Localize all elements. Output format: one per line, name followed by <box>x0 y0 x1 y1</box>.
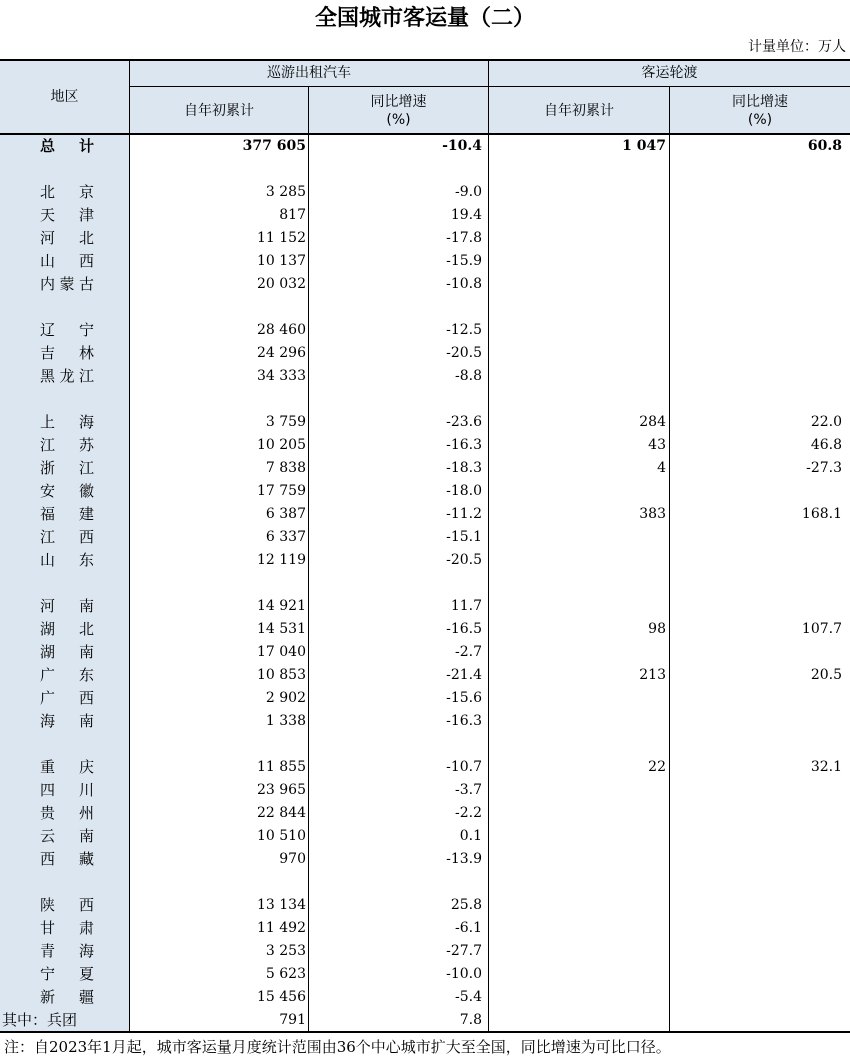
taxi-yoy-value: -21.4 <box>446 667 482 683</box>
table-row <box>0 940 850 963</box>
column-divider <box>669 87 670 1033</box>
taxi-cumulative-value: 23 965 <box>257 782 306 798</box>
ferry-cumulative-value <box>489 227 666 250</box>
region-name: 黑龙江 <box>40 367 94 385</box>
region-name: 新 疆 <box>40 988 94 1006</box>
table-row <box>0 595 850 618</box>
region-name: 西 藏 <box>40 850 94 868</box>
header-taxi-cumulative: 自年初累计 <box>184 102 254 119</box>
ferry-cumulative-value <box>489 273 666 296</box>
table-row <box>0 526 850 549</box>
table-row <box>0 986 850 1009</box>
ferry-cumulative-value <box>489 641 666 664</box>
taxi-yoy-value: -10.7 <box>446 759 482 775</box>
taxi-cumulative-value: 817 <box>279 207 306 223</box>
taxi-cumulative-value: 6 337 <box>265 529 306 545</box>
ferry-yoy-value: 60.8 <box>807 138 842 154</box>
ferry-yoy-value: 22.0 <box>810 414 842 430</box>
ferry-yoy-value <box>670 526 842 549</box>
table-row <box>0 848 850 871</box>
taxi-yoy-value: -11.2 <box>446 506 482 522</box>
taxi-cumulative-value: 17 759 <box>257 483 306 499</box>
column-divider <box>308 87 309 1033</box>
taxi-cumulative-value: 13 134 <box>257 897 306 913</box>
ferry-yoy-value <box>670 825 842 848</box>
taxi-cumulative-value: 791 <box>279 1012 306 1028</box>
header-taxi-yoy: 同比增速 (%) <box>370 93 427 128</box>
taxi-yoy-value: -12.5 <box>446 322 482 338</box>
column-divider <box>488 59 489 1033</box>
taxi-yoy-value: -15.9 <box>446 253 482 269</box>
taxi-yoy-value: -2.2 <box>455 805 482 821</box>
data-table <box>0 59 850 1033</box>
ferry-yoy-value <box>670 940 842 963</box>
taxi-cumulative-value: 970 <box>279 851 306 867</box>
ferry-yoy-value <box>670 963 842 986</box>
ferry-yoy-value <box>670 549 842 572</box>
taxi-yoy-value: -9.0 <box>455 184 482 200</box>
ferry-cumulative-value <box>489 802 666 825</box>
header-ferry-group: 客运轮渡 <box>641 64 698 81</box>
header-ferry-yoy: 同比增速 (%) <box>732 93 788 128</box>
taxi-yoy-value: -6.1 <box>455 920 482 936</box>
taxi-cumulative-value: 10 853 <box>257 667 306 683</box>
region-name: 贵 州 <box>40 804 94 822</box>
region-name: 山 东 <box>40 551 94 569</box>
ferry-yoy-value <box>670 181 842 204</box>
region-name: 湖 北 <box>40 620 94 638</box>
ferry-cumulative-value <box>489 894 666 917</box>
taxi-cumulative-value: 14 921 <box>257 598 306 614</box>
taxi-yoy-value: -23.6 <box>446 414 482 430</box>
taxi-cumulative-value: 11 152 <box>257 230 306 246</box>
taxi-cumulative-value: 10 510 <box>257 828 306 844</box>
unit-label: 计量单位：万人 <box>748 39 846 55</box>
ferry-cumulative-value <box>489 917 666 940</box>
region-name: 青 海 <box>40 942 94 960</box>
taxi-cumulative-value: 24 296 <box>257 345 306 361</box>
table-bottom-border <box>0 1031 850 1033</box>
ferry-yoy-value: 46.8 <box>810 437 842 453</box>
taxi-cumulative-value: 3 285 <box>265 184 306 200</box>
header-region: 地区 <box>50 88 79 105</box>
region-name: 广 东 <box>40 666 94 684</box>
region-name: 其中：兵团 <box>2 1011 78 1029</box>
table-row <box>0 319 850 342</box>
ferry-yoy-value: 107.7 <box>801 621 842 637</box>
region-name: 广 西 <box>40 689 94 707</box>
taxi-cumulative-value: 34 333 <box>257 368 306 384</box>
region-name: 浙 江 <box>40 459 94 477</box>
table-row <box>0 894 850 917</box>
table-row <box>0 181 850 204</box>
taxi-yoy-value: -16.5 <box>446 621 482 637</box>
region-name: 天 津 <box>40 206 94 224</box>
table-row <box>0 549 850 572</box>
ferry-yoy-value <box>670 250 842 273</box>
ferry-yoy-value: 32.1 <box>810 759 842 775</box>
table-row <box>0 963 850 986</box>
table-row <box>0 411 850 434</box>
region-name: 重 庆 <box>40 758 94 776</box>
table-row <box>0 917 850 940</box>
ferry-cumulative-value: 1 047 <box>622 138 666 154</box>
ferry-cumulative-value <box>489 526 666 549</box>
taxi-cumulative-value: 7 838 <box>265 460 306 476</box>
region-name: 山 西 <box>40 252 94 270</box>
table-row <box>0 710 850 733</box>
ferry-cumulative-value <box>489 963 666 986</box>
taxi-cumulative-value: 15 456 <box>257 989 306 1005</box>
region-name: 四 川 <box>40 781 94 799</box>
ferry-yoy-value <box>670 641 842 664</box>
taxi-yoy-value: -16.3 <box>446 437 482 453</box>
taxi-yoy-value: 7.8 <box>459 1012 482 1028</box>
ferry-cumulative-value <box>489 204 666 227</box>
taxi-yoy-value: -27.7 <box>446 943 482 959</box>
ferry-yoy-value <box>670 204 842 227</box>
taxi-yoy-value: -8.8 <box>455 368 482 384</box>
taxi-yoy-value: -3.7 <box>455 782 482 798</box>
taxi-cumulative-value: 10 137 <box>257 253 306 269</box>
footnote: 注：自2023年1月起，城市客运量月度统计范围由36个中心城市扩大至全国，同比增速为可比口径。 <box>4 1038 671 1056</box>
ferry-yoy-value <box>670 917 842 940</box>
region-name: 安 徽 <box>40 482 94 500</box>
header-divider <box>129 86 850 87</box>
taxi-yoy-value: -20.5 <box>446 552 482 568</box>
taxi-yoy-value: -16.3 <box>446 713 482 729</box>
ferry-yoy-value <box>670 227 842 250</box>
region-name: 陕 西 <box>40 896 94 914</box>
ferry-yoy-value <box>670 848 842 871</box>
taxi-cumulative-value: 377 605 <box>242 138 306 154</box>
region-name: 甘 肃 <box>40 919 94 937</box>
ferry-cumulative-value <box>489 710 666 733</box>
taxi-cumulative-value: 3 759 <box>265 414 306 430</box>
table-top-border <box>0 59 850 61</box>
header-bottom-border <box>0 133 850 135</box>
ferry-cumulative-value <box>489 848 666 871</box>
table-row <box>0 273 850 296</box>
region-name: 江 西 <box>40 528 94 546</box>
ferry-cumulative-value <box>489 319 666 342</box>
region-name: 辽 宁 <box>40 321 94 339</box>
taxi-cumulative-value: 11 855 <box>257 759 306 775</box>
ferry-yoy-value <box>670 1009 842 1032</box>
taxi-yoy-value: -10.4 <box>442 138 482 154</box>
ferry-cumulative-value: 213 <box>639 667 666 683</box>
taxi-cumulative-value: 5 623 <box>265 966 306 982</box>
region-name: 宁 夏 <box>40 965 94 983</box>
table-row <box>0 503 850 526</box>
taxi-yoy-value: 0.1 <box>459 828 482 844</box>
ferry-cumulative-value <box>489 940 666 963</box>
ferry-cumulative-value <box>489 250 666 273</box>
taxi-cumulative-value: 6 387 <box>265 506 306 522</box>
ferry-cumulative-value <box>489 342 666 365</box>
page-title: 全国城市客运量（二） <box>314 6 535 31</box>
ferry-yoy-value <box>670 595 842 618</box>
ferry-cumulative-value <box>489 480 666 503</box>
ferry-cumulative-value <box>489 1009 666 1032</box>
taxi-yoy-value: -18.0 <box>446 483 482 499</box>
table-row <box>0 618 850 641</box>
ferry-yoy-value <box>670 273 842 296</box>
ferry-cumulative-value <box>489 825 666 848</box>
table-row <box>0 434 850 457</box>
ferry-cumulative-value <box>489 365 666 388</box>
ferry-yoy-value <box>670 779 842 802</box>
ferry-cumulative-value: 98 <box>648 621 666 637</box>
table-row <box>0 250 850 273</box>
ferry-cumulative-value <box>489 779 666 802</box>
table-row <box>0 480 850 503</box>
ferry-yoy-value: 20.5 <box>810 667 842 683</box>
taxi-yoy-value: 19.4 <box>450 207 482 223</box>
table-row <box>0 204 850 227</box>
ferry-yoy-value <box>670 342 842 365</box>
taxi-yoy-value: -5.4 <box>455 989 482 1005</box>
region-name: 河 南 <box>40 597 94 615</box>
ferry-yoy-value: -27.3 <box>806 460 842 476</box>
taxi-cumulative-value: 2 902 <box>265 690 306 706</box>
taxi-yoy-value: -15.1 <box>446 529 482 545</box>
ferry-yoy-value <box>670 365 842 388</box>
table-row <box>0 664 850 687</box>
table-row <box>0 802 850 825</box>
ferry-cumulative-value <box>489 549 666 572</box>
ferry-yoy-value <box>670 480 842 503</box>
table-row <box>0 825 850 848</box>
table-row <box>0 1009 850 1032</box>
ferry-cumulative-value <box>489 181 666 204</box>
ferry-cumulative-value: 383 <box>639 506 666 522</box>
taxi-cumulative-value: 1 338 <box>265 713 306 729</box>
taxi-cumulative-value: 11 492 <box>257 920 306 936</box>
table-row <box>0 641 850 664</box>
taxi-yoy-value: -15.6 <box>446 690 482 706</box>
ferry-yoy-value <box>670 986 842 1009</box>
ferry-cumulative-value <box>489 986 666 1009</box>
region-name: 内蒙古 <box>40 275 94 293</box>
taxi-yoy-value: 25.8 <box>450 897 482 913</box>
region-name: 北 京 <box>40 183 94 201</box>
table-row <box>0 135 850 158</box>
ferry-yoy-value: 168.1 <box>801 506 842 522</box>
region-name: 河 北 <box>40 229 94 247</box>
taxi-cumulative-value: 17 040 <box>257 644 306 660</box>
taxi-cumulative-value: 3 253 <box>265 943 306 959</box>
region-name: 上 海 <box>40 413 94 431</box>
taxi-cumulative-value: 12 119 <box>257 552 306 568</box>
column-divider <box>129 59 130 1033</box>
taxi-cumulative-value: 20 032 <box>257 276 306 292</box>
header-ferry-cumulative: 自年初累计 <box>544 102 614 119</box>
ferry-cumulative-value: 43 <box>648 437 666 453</box>
taxi-yoy-value: -18.3 <box>446 460 482 476</box>
taxi-cumulative-value: 14 531 <box>257 621 306 637</box>
table-row <box>0 687 850 710</box>
region-name: 福 建 <box>40 505 94 523</box>
ferry-yoy-value <box>670 802 842 825</box>
taxi-yoy-value: -13.9 <box>446 851 482 867</box>
taxi-cumulative-value: 28 460 <box>257 322 306 338</box>
region-name: 云 南 <box>40 827 94 845</box>
table-row <box>0 756 850 779</box>
taxi-cumulative-value: 10 205 <box>257 437 306 453</box>
region-name: 湖 南 <box>40 643 94 661</box>
region-name: 江 苏 <box>40 436 94 454</box>
region-name: 吉 林 <box>40 344 94 362</box>
ferry-cumulative-value <box>489 595 666 618</box>
taxi-yoy-value: -20.5 <box>446 345 482 361</box>
ferry-yoy-value <box>670 319 842 342</box>
taxi-yoy-value: -17.8 <box>446 230 482 246</box>
ferry-cumulative-value: 22 <box>648 759 666 775</box>
ferry-yoy-value <box>670 687 842 710</box>
ferry-yoy-value <box>670 894 842 917</box>
ferry-cumulative-value <box>489 687 666 710</box>
ferry-cumulative-value: 4 <box>657 460 666 476</box>
taxi-cumulative-value: 22 844 <box>257 805 306 821</box>
ferry-yoy-value <box>670 710 842 733</box>
taxi-yoy-value: -10.0 <box>446 966 482 982</box>
table-row <box>0 342 850 365</box>
taxi-yoy-value: -2.7 <box>455 644 482 660</box>
table-row <box>0 779 850 802</box>
ferry-cumulative-value: 284 <box>639 414 666 430</box>
table-row <box>0 457 850 480</box>
table-row <box>0 365 850 388</box>
taxi-yoy-value: 11.7 <box>450 598 482 614</box>
region-name: 海 南 <box>40 712 94 730</box>
header-taxi-group: 巡游出租汽车 <box>267 64 351 81</box>
region-name: 总 计 <box>40 137 94 155</box>
taxi-yoy-value: -10.8 <box>446 276 482 292</box>
table-row <box>0 227 850 250</box>
